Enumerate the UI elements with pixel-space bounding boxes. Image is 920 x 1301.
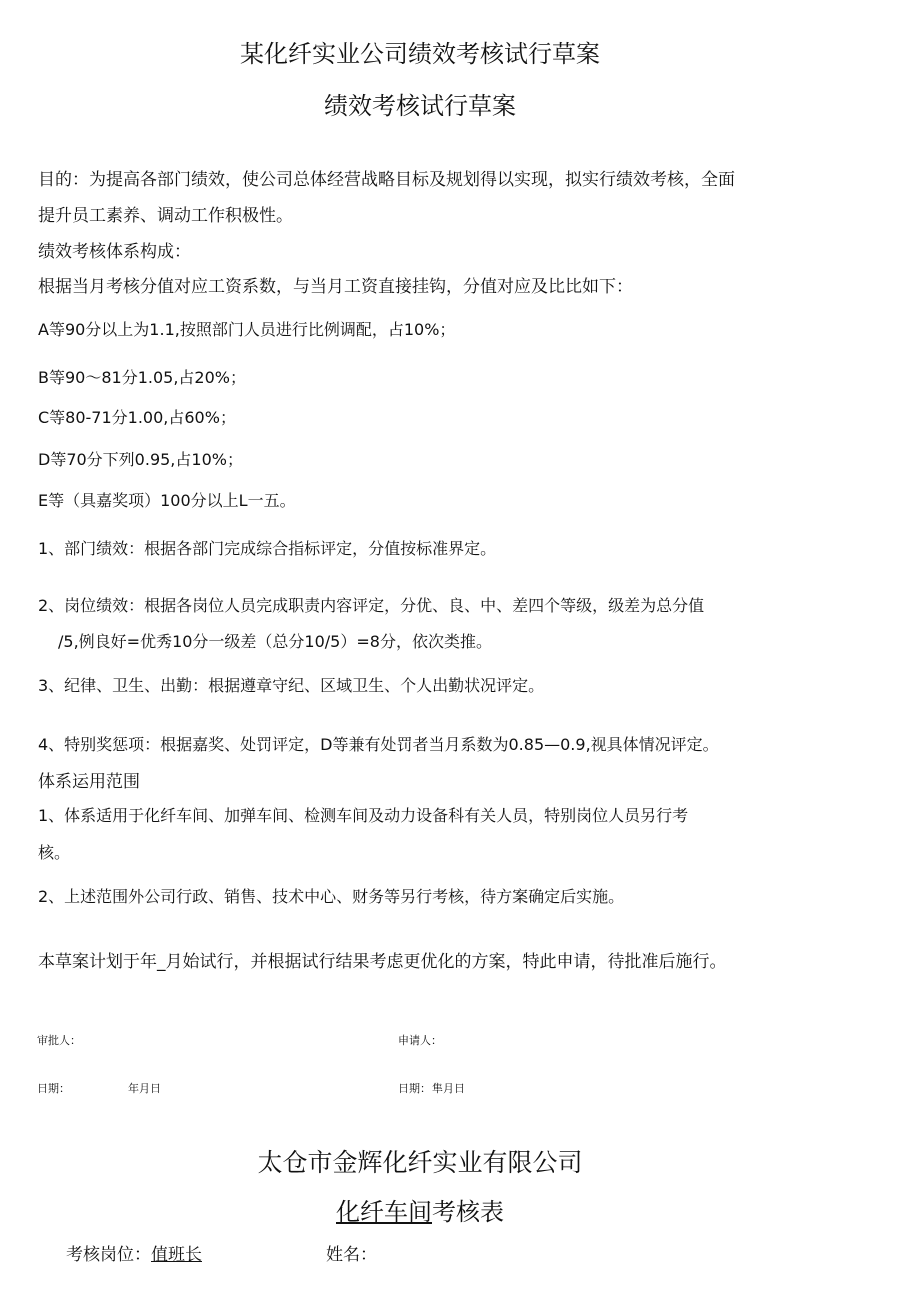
item-department-performance: 1、部门绩效：根据各部门完成综合指标评定，分值按标准界定。 <box>38 539 497 558</box>
document-title: 某化纤实业公司绩效考核试行草案 <box>240 40 600 68</box>
company-name: 太仓市金辉化纤实业有限公司 <box>257 1148 583 1177</box>
grade-b: B等90～81分1.05,占20%； <box>38 368 246 387</box>
item-special-rewards: 4、特别奖惩项：根据嘉奖、处罚评定，D等兼有处罚者当月系数为0.85—0.9,视具体情况评定。 <box>38 735 719 754</box>
grade-d: D等70分下列0.95,占10%； <box>38 450 243 469</box>
purpose-line-2: 提升员工素养、调动工作积极性。 <box>38 206 293 226</box>
item-post-performance-line-2: /5,例良好=优秀10分一级差（总分10/5）=8分，依次类推。 <box>58 632 492 651</box>
applicant-label: 申请人： <box>398 1034 442 1047</box>
document-subtitle: 绩效考核试行草案 <box>324 92 516 120</box>
item-discipline: 3、纪律、卫生、出勤：根据遵章守纪、区域卫生、个人出勤状况评定。 <box>38 676 545 695</box>
form-title-workshop: 化纤车间 <box>336 1198 432 1226</box>
scope-item-2: 2、上述范围外公司行政、销售、技术中心、财务等另行考核，待方案确定后实施。 <box>38 887 625 906</box>
name-label: 姓名： <box>326 1245 377 1265</box>
form-title-suffix: 考核表 <box>432 1198 504 1226</box>
system-heading: 绩效考核体系构成： <box>38 242 191 262</box>
item-post-performance-line-1: 2、岗位绩效：根据各岗位人员完成职责内容评定，分优、良、中、差四个等级，级差为总分值 <box>38 596 705 615</box>
date-label-left: 日期： <box>37 1082 70 1095</box>
grade-c: C等80-71分1.00,占60%； <box>38 408 236 427</box>
closing-statement: 本草案计划于年_月始试行，并根据试行结果考虑更优化的方案，特此申请，待批准后施行。 <box>38 952 727 972</box>
date-value-right: 隼月日 <box>432 1082 465 1095</box>
post-label: 考核岗位： <box>66 1245 151 1265</box>
approver-label: 审批人： <box>37 1034 81 1047</box>
date-label-right: 日期： <box>398 1082 431 1095</box>
scope-item-1-line-2: 核。 <box>38 843 71 862</box>
grade-e: E等（具嘉奖项）100分以上L一五。 <box>38 491 296 510</box>
form-title <box>0 1192 840 1227</box>
system-intro: 根据当月考核分值对应工资系数，与当月工资直接挂钩，分值对应及比比如下： <box>38 277 633 297</box>
date-value-left: 年月日 <box>128 1082 161 1095</box>
grade-a: A等90分以上为1.1,按照部门人员进行比例调配，占10%； <box>38 320 456 339</box>
scope-item-1-line-1: 1、体系适用于化纤车间、加弹车间、检测车间及动力设备科有关人员，特别岗位人员另行考 <box>38 806 689 825</box>
scope-heading: 体系运用范围 <box>38 772 140 792</box>
purpose-line-1: 目的：为提高各部门绩效，使公司总体经营战略目标及规划得以实现，拟实行绩效考核，全面 <box>38 170 735 190</box>
post-value: 值班长 <box>151 1245 202 1265</box>
post-row <box>66 1240 202 1265</box>
